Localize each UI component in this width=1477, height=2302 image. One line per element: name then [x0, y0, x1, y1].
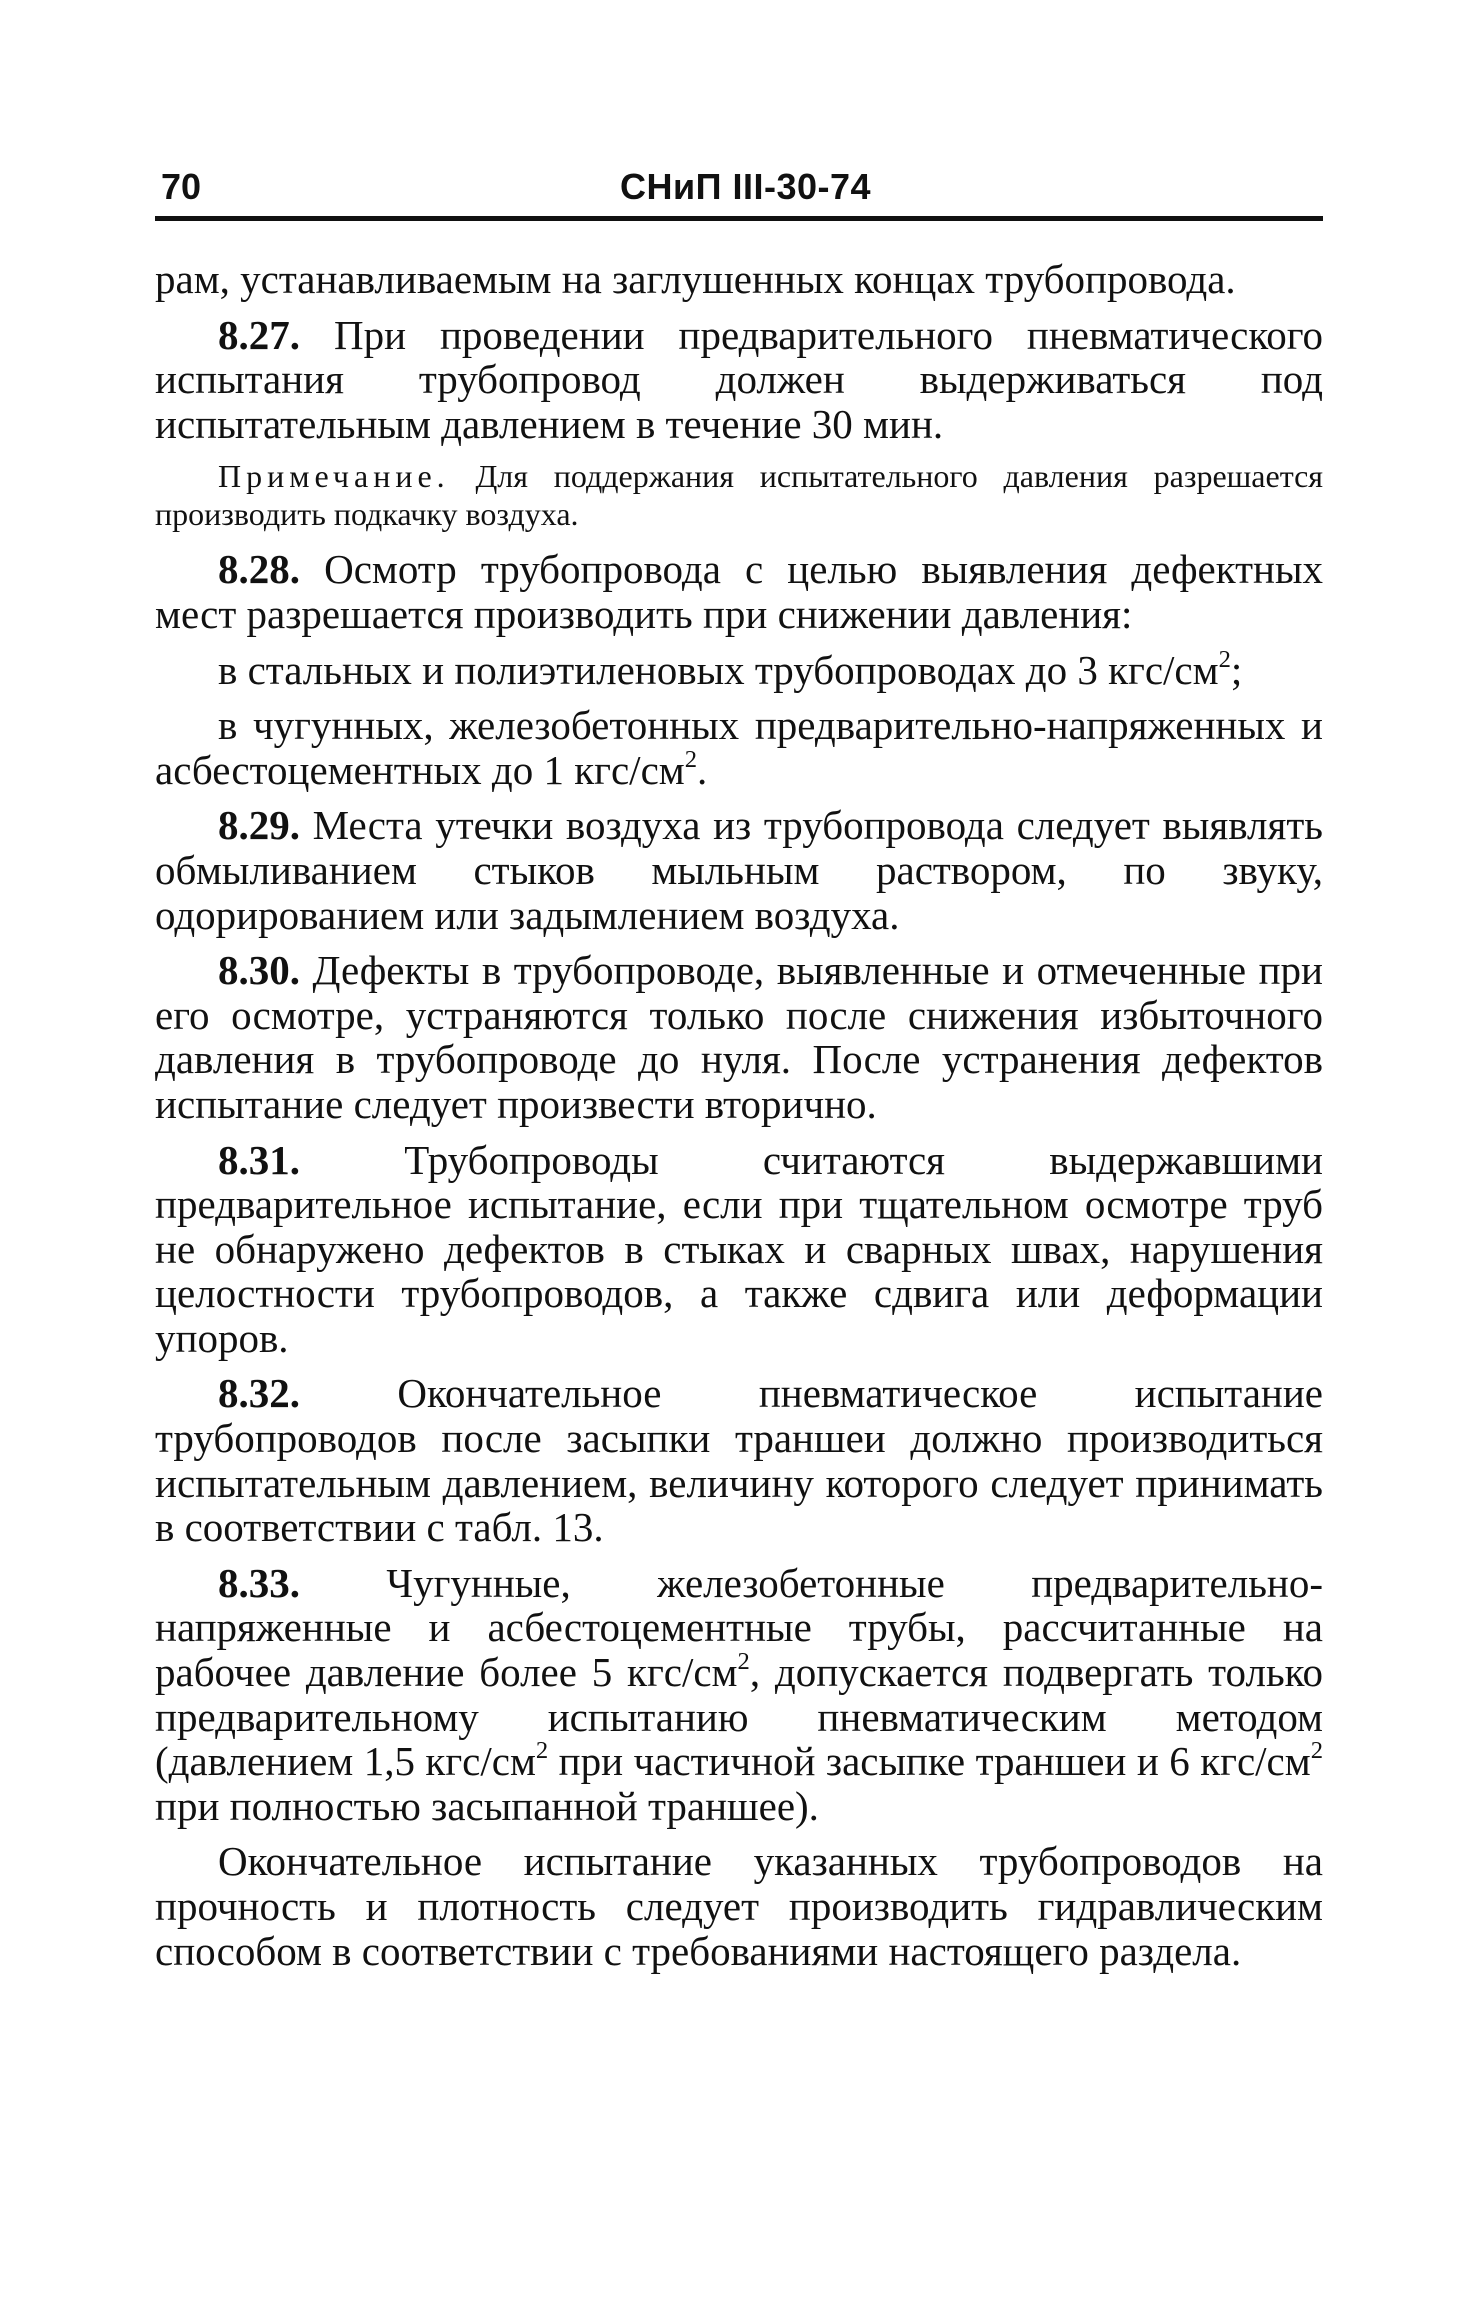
- document-body: [155, 257, 1323, 1973]
- page-header: [155, 160, 1323, 216]
- list-item-cast-iron: в чугунных, железобетонных предварительно-напряженных и асбестоцементных до 1 кгс/$см^2$.: [155, 702, 1323, 793]
- clause-note: Примечание. Для поддержания испытательного давления разрешается производить подкачку воздуха.: [155, 458, 1323, 533]
- clause-8-29: 8.29. Места утечки воздуха из трубопровода следует выявлять обмыливанием стыков мыльным раствором, по звуку, одорированием или задымлением воздуха.: [155, 802, 1323, 938]
- clause-number: 8.32.: [218, 1370, 300, 1417]
- clause-8-33: 8.33. Чугунные, железобетонные предварительно-напряженные и асбестоцементные трубы, рассчитанные на рабочее давление более 5 кгс/$см^2$, допускается подвергать только предварительному испытанию пневматическим методом (давлением 1,5 кгс/$см^2$ при частичной засыпке траншеи и 6 кгс/$см^2$ при полностью засыпанной траншее).: [155, 1559, 1323, 1829]
- header-rule: [155, 216, 1323, 221]
- clause-8-27: 8.27. При проведении предварительного пневматического испытания трубопровод должен выдерживаться под испытательным давлением в течение 30 мин.: [155, 311, 1323, 447]
- document-code: СНиП III-30-74: [620, 166, 872, 207]
- clause-8-28: 8.28. Осмотр трубопровода с целью выявления дефектных мест разрешается производить при снижении давления:: [155, 546, 1323, 637]
- clause-number: 8.30.: [218, 947, 300, 994]
- paragraph-continuation: рам, устанавливаемым на заглушенных концах трубопровода.: [155, 256, 1236, 302]
- clause-number: 8.31.: [218, 1136, 300, 1183]
- clause-number: 8.28.: [218, 546, 300, 593]
- page-number: 70: [161, 166, 202, 207]
- clause-8-32: 8.32. Окончательное пневматическое испытание трубопроводов после засыпки траншеи должно производиться испытательным давлением, величину которого следует принимать в соответствии с табл. 13.: [155, 1370, 1323, 1551]
- clause-number: 8.29.: [218, 802, 300, 849]
- note-label: Примечание.: [218, 458, 450, 495]
- clause-number: 8.33.: [218, 1559, 300, 1606]
- document-page: [155, 160, 1323, 1984]
- list-item-steel: в стальных и полиэтиленовых трубопроводах до 3 кгс/$см^2$;: [218, 645, 1243, 693]
- clause-8-31: 8.31. Трубопроводы считаются выдержавшими предварительное испытание, если при тщательном осмотре труб не обнаружено дефектов в стыках и сварных швах, нарушения целостности трубопроводов, а также сдвига или деформации упоров.: [155, 1136, 1323, 1361]
- clause-8-30: 8.30. Дефекты в трубопроводе, выявленные и отмеченные при его осмотре, устраняются только после снижения избыточного давления в трубопроводе до нуля. После устранения дефектов испытание следует произвести вторично.: [155, 947, 1323, 1127]
- paragraph-final-test: Окончательное испытание указанных трубопроводов на прочность и плотность следует производить гидравлическим способом в соответствии с требованиями настоящего раздела.: [155, 1838, 1323, 1974]
- clause-number: 8.27.: [218, 311, 300, 358]
